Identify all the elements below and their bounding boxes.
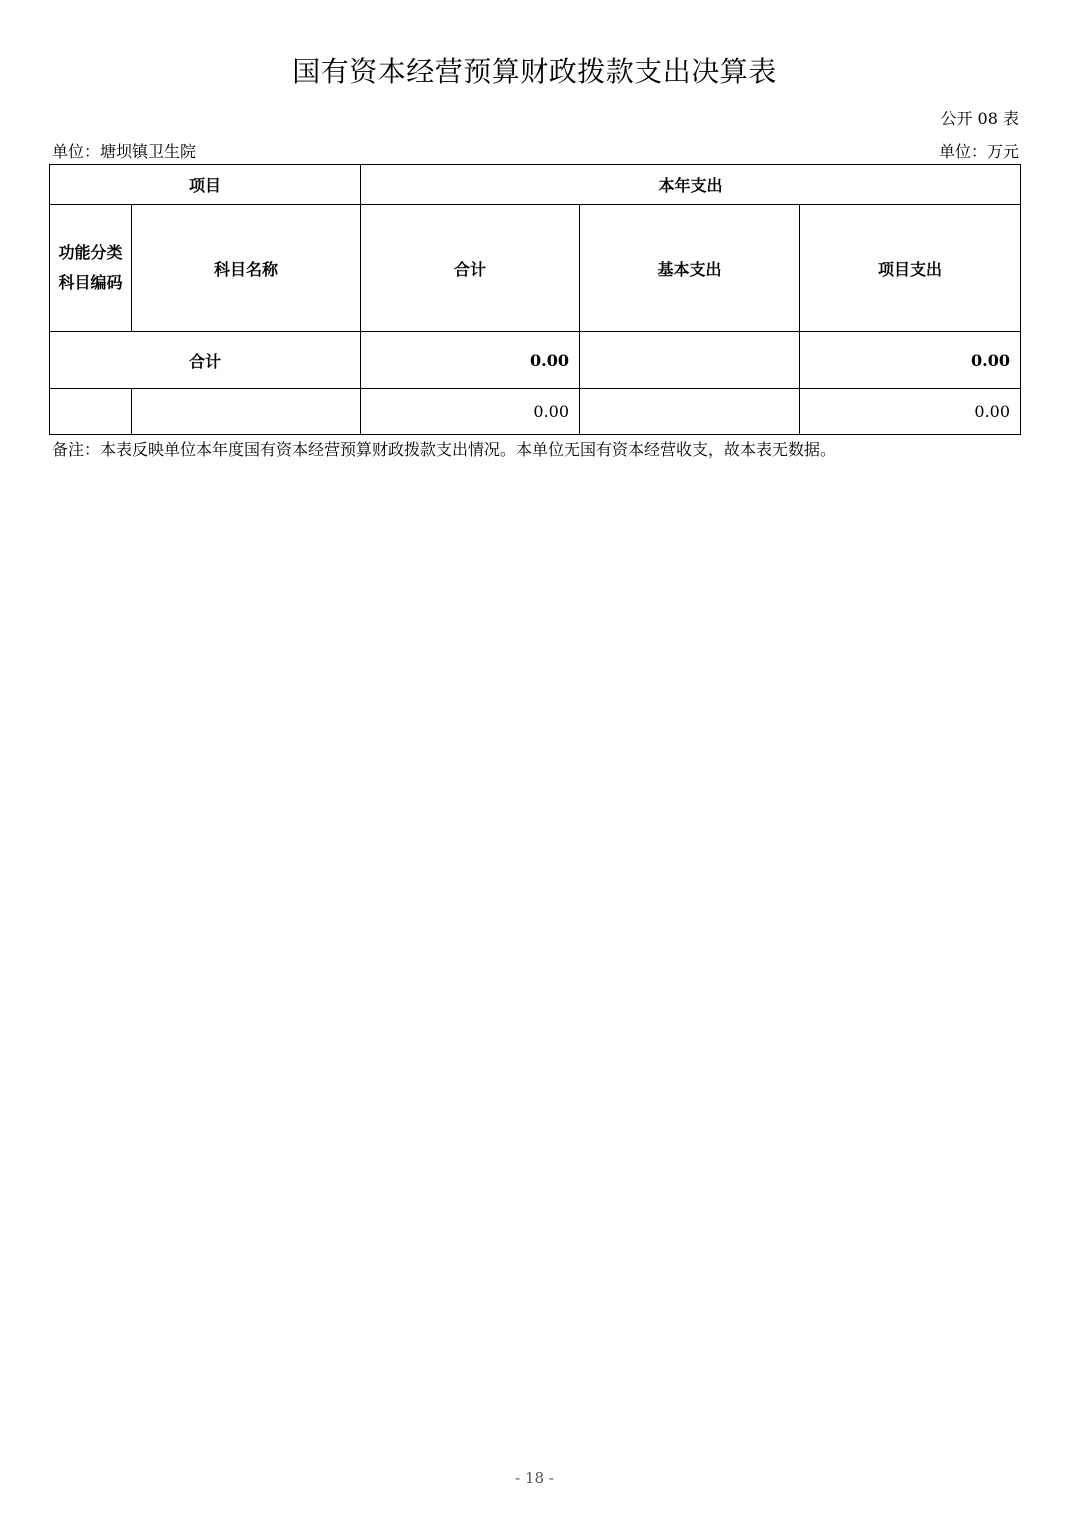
- header-current-year: 本年支出: [361, 165, 1021, 205]
- total-row-basic: [580, 332, 800, 389]
- page-number: - 18 -: [515, 1469, 554, 1487]
- row-name: [132, 389, 361, 435]
- header-function-code: [50, 205, 132, 332]
- header-row-bottom: [50, 205, 1021, 332]
- total-row-total: 0.00: [361, 332, 580, 389]
- header-row-top: [50, 165, 1021, 205]
- row-basic: [580, 389, 800, 435]
- header-item: 项目: [50, 165, 361, 205]
- total-row-project: 0.00: [800, 332, 1021, 389]
- footnote: 备注：本表反映单位本年度国有资本经营预算财政拨款支出情况。本单位无国有资本经营收支，故本表无数据。: [52, 440, 837, 459]
- row-total: 0.00: [361, 389, 580, 435]
- header-function-code-line1: 功能分类: [58, 243, 123, 262]
- header-basic: 基本支出: [580, 205, 800, 332]
- header-total: 合计: [361, 205, 580, 332]
- total-row-label: 合计: [50, 332, 361, 389]
- header-function-code-line2: 科目编码: [58, 273, 123, 292]
- row-code: [50, 389, 132, 435]
- header-subject-name: 科目名称: [132, 205, 361, 332]
- table-row: [50, 389, 1021, 435]
- total-row: [50, 332, 1021, 389]
- form-number: 公开 08 表: [940, 109, 1019, 128]
- unit-currency: 单位：万元: [938, 142, 1019, 161]
- row-project: 0.00: [800, 389, 1021, 435]
- expenditure-table: [49, 164, 1021, 435]
- unit-organization: 单位：塘坝镇卫生院: [52, 142, 197, 161]
- page-title: 国有资本经营预算财政拨款支出决算表: [292, 55, 777, 88]
- header-project: 项目支出: [800, 205, 1021, 332]
